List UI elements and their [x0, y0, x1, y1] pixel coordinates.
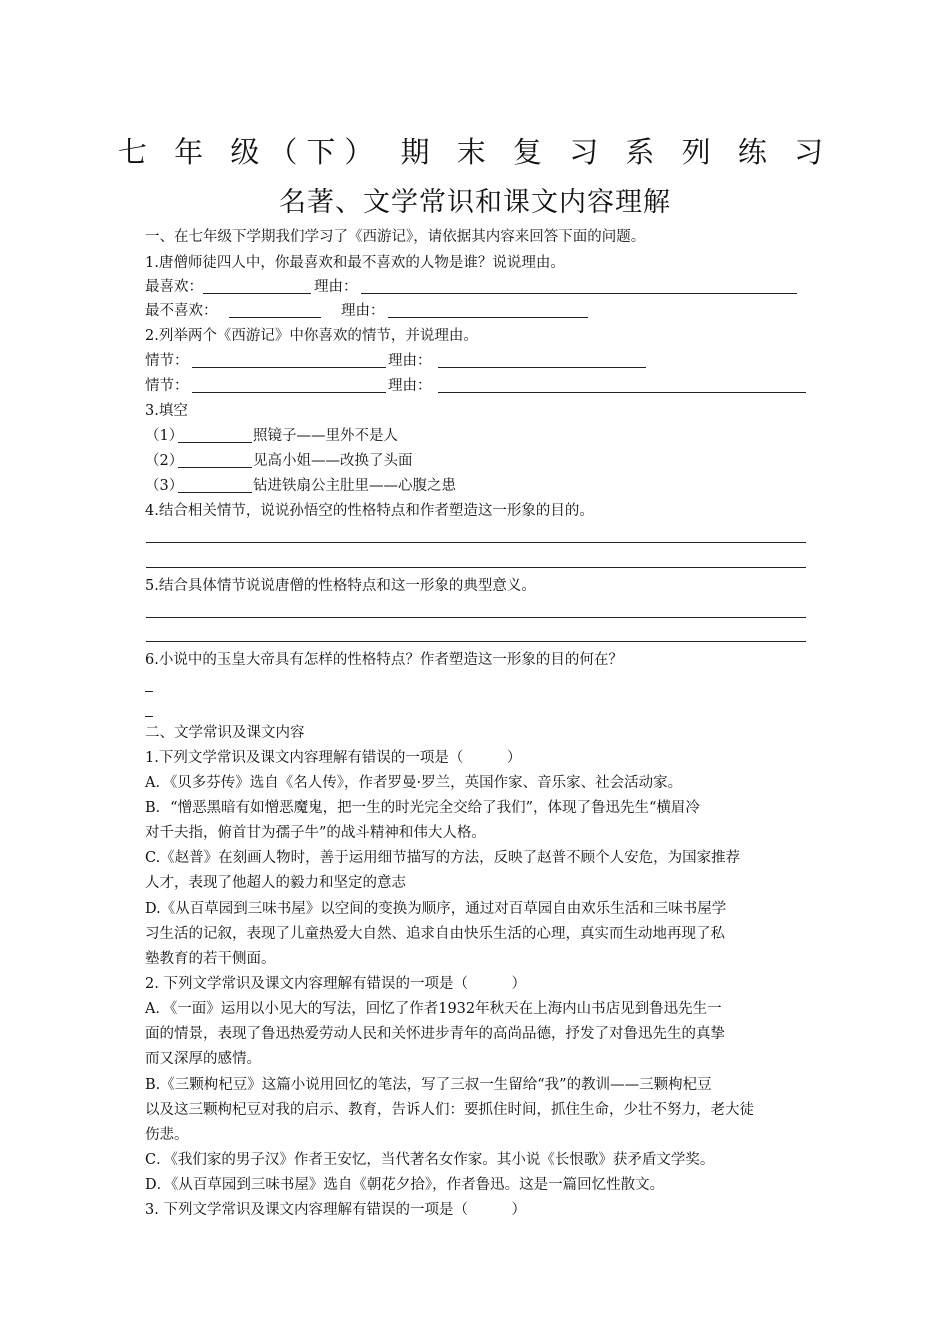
plot-1-blank[interactable]	[192, 367, 386, 368]
fill-3-blank[interactable]	[178, 492, 252, 493]
question-stem: 2. 下列文学常识及课文内容理解有错误的一项是（ ）	[145, 976, 526, 992]
least-favorite-blank[interactable]	[229, 317, 321, 318]
reason-label: 理由：	[314, 279, 358, 295]
option-a: A．《贝多芬传》选自《名人传》，作者罗曼·罗兰，英国作家、音乐家、社会活动家。	[145, 775, 683, 791]
plot-2-blank[interactable]	[192, 392, 386, 393]
least-favorite-label: 最不喜欢：	[145, 303, 218, 319]
question-2: 2.列举两个《西游记》中你喜欢的情节，并说理由。	[145, 328, 478, 344]
option-b: B.《三颗枸杞豆》这篇小说用回忆的笔法，写了三叔一生留给“我”的教训——三颗枸杞豆	[145, 1077, 712, 1093]
option-c: C.《赵普》在刻画人物时，善于运用细节描写的方法，反映了赵普不顾个人安危，为国家推荐	[145, 850, 741, 866]
option-a: A．《一面》运用以小见大的写法，回忆了作者1932年秋天在上海内山书店见到鲁迅先生一	[145, 1001, 722, 1017]
reason-label: 理由：	[388, 353, 432, 369]
section1-heading: 一、在七年级下学期我们学习了《西游记》，请依据其内容来回答下面的问题。	[145, 229, 646, 245]
answer-line[interactable]	[145, 691, 153, 692]
fill-1-blank[interactable]	[178, 442, 252, 443]
fill-3-number: （3）	[145, 478, 184, 494]
option-c: C．《我们家的男子汉》作者王安忆，当代著名女作家。其小说《长恨歌》获矛盾文学奖。	[145, 1152, 715, 1168]
plot-label: 情节：	[145, 353, 189, 369]
option-d-cont: 塾教育的若干侧面。	[145, 951, 276, 967]
favorite-blank[interactable]	[203, 293, 311, 294]
fill-1-number: （1）	[145, 428, 184, 444]
option-d: D.《从百草园到三味书屋》以空间的变换为顺序，通过对百草园自由欢乐生活和三味书屋学	[145, 901, 727, 917]
reason-label: 理由：	[388, 378, 432, 394]
option-d: D．《从百草园到三味书屋》选自《朝花夕拾》，作者鲁迅。这是一篇回忆性散文。	[145, 1177, 665, 1193]
question-stem: 1.下列文学常识及课文内容理解有错误的一项是（ ）	[145, 750, 522, 766]
page-title: 七 年 级（下） 期 末 复 习 系 列 练 习	[117, 135, 833, 169]
plot-2-reason-blank[interactable]	[438, 392, 806, 393]
fill-1-text: 照镜子——里外不是人	[253, 428, 398, 444]
option-a-cont: 而又深厚的感情。	[145, 1051, 261, 1067]
option-b: B．“憎恶黑暗有如憎恶魔鬼，把一生的时光完全交给了我们”，体现了鲁迅先生“横眉冷	[145, 800, 700, 816]
plot-1-reason-blank[interactable]	[438, 367, 646, 368]
option-c-cont: 人才，表现了他超人的毅力和坚定的意志	[145, 875, 406, 891]
question-4: 4.结合相关情节，说说孙悟空的性格特点和作者塑造这一形象的目的。	[145, 503, 594, 519]
fill-2-number: （2）	[145, 453, 184, 469]
question-5: 5.结合具体情节说说唐僧的性格特点和这一形象的典型意义。	[145, 578, 536, 594]
plot-label: 情节：	[145, 378, 189, 394]
option-d-cont: 习生活的记叙，表现了儿童热爱大自然、追求自由快乐生活的心理，真实而生动地再现了私	[145, 926, 725, 942]
section2-heading: 二、文学常识及课文内容	[145, 725, 305, 741]
fill-2-blank[interactable]	[178, 467, 252, 468]
answer-line[interactable]	[146, 641, 806, 642]
fill-2-text: 见高小姐——改换了头面	[253, 453, 413, 469]
option-b-cont: 以及这三颗枸杞豆对我的启示、教育，告诉人们：要抓住时间，抓住生命，少壮不努力，老大徒	[145, 1102, 754, 1118]
answer-line[interactable]	[145, 716, 153, 717]
reason-label: 理由：	[341, 303, 385, 319]
least-favorite-reason-blank[interactable]	[388, 317, 588, 318]
fill-3-text: 钻进铁扇公主肚里——心腹之患	[253, 478, 456, 494]
page-subtitle: 名著、文学常识和课文内容理解	[279, 187, 671, 218]
option-b-cont: 对千夫指，俯首甘为孺子牛”的战斗精神和伟大人格。	[145, 825, 486, 841]
answer-line[interactable]	[146, 542, 806, 543]
answer-line[interactable]	[146, 567, 806, 568]
favorite-reason-blank[interactable]	[361, 293, 797, 294]
option-a-cont: 面的情景，表现了鲁迅热爱劳动人民和关怀进步青年的高尚品德，抒发了对鲁迅先生的真挚	[145, 1026, 725, 1042]
option-b-cont: 伤悲。	[145, 1127, 189, 1143]
question-3: 3.填空	[145, 403, 188, 419]
answer-line[interactable]	[146, 617, 806, 618]
question-1: 1.唐僧师徒四人中，你最喜欢和最不喜欢的人物是谁？说说理由。	[145, 255, 565, 271]
favorite-label: 最喜欢：	[145, 279, 203, 295]
question-stem: 3. 下列文学常识及课文内容理解有错误的一项是（ ）	[145, 1202, 526, 1218]
question-6: 6.小说中的玉皇大帝具有怎样的性格特点？作者塑造这一形象的目的何在？	[145, 652, 623, 668]
